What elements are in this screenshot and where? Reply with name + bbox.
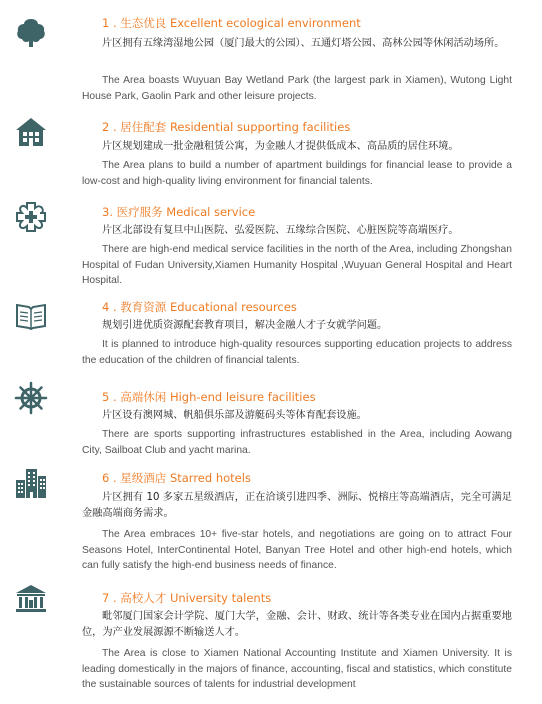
section-text-zh: 片区设有澳网城、帆船俱乐部及游艇码头等体育配套设施。: [102, 410, 367, 421]
section-text-en: It is planned to introduce high-quality resources supporting education projects to address the education of the children of financial talents.: [82, 339, 512, 366]
section-title: 6 . 星级酒店 Starred hotels: [102, 471, 251, 485]
section-text-en: There are sports supporting infrastructures established in the Area, including Aowang City, Sailboat Club and yacht marina.: [82, 429, 512, 456]
section-title: 5 . 高端休闲 High-end leisure facilities: [102, 390, 316, 404]
section-title: 2 . 居住配套 Residential supporting facilities: [102, 120, 351, 134]
section-text-zh: 片区拥有 10 多家五星级酒店，正在洽谈引进四季、洲际、悦榕庄等高端酒店，完全可满足金融高端商务需求。: [82, 492, 512, 519]
section-text-zh: 片区规划建成一批金融租赁公寓，为金融人才提供低成本、高品质的居住环境。: [102, 141, 459, 152]
section-text-en: There are high-end medical service facilities in the north of the Area, including Zhongshan Hospital of Fudan University,Xiamen Humanity Hospital ,Wuyuan General Hospital and Heart Hospital.: [82, 244, 512, 286]
ship-wheel-icon: [14, 381, 48, 415]
section-text-zh: 片区北部设有复旦中山医院、弘爱医院、五缘综合医院、心脏医院等高端医疗。: [102, 225, 459, 236]
section-title: 7 . 高校人才 University talents: [102, 591, 272, 605]
section-text-zh: 规划引进优质资源配套教育项目，解决金融人才子女就学问题。: [102, 320, 388, 331]
section-title: 1 . 生态优良 Excellent ecological environment: [102, 16, 361, 30]
city-buildings-icon: [14, 466, 48, 500]
house-icon: [14, 115, 48, 149]
section-text-en: The Area plans to build a number of apartment buildings for financial lease to provide a low-cost and high-quality living environment for financial talents.: [82, 160, 512, 187]
section-text-en: The Area is close to Xiamen National Accounting Institute and Xiamen University. It is leading domestically in the majors of finance, accounting, fiscal and statistics, which constitute the sustainable sources of talents for industrial development: [82, 648, 512, 690]
section-title: 3. 医疗服务 Medical service: [102, 205, 256, 219]
section-text-zh: 片区拥有五缘湾湿地公园（厦门最大的公园）、五通灯塔公园、高林公园等休闲活动场所。: [102, 38, 505, 49]
section-text-en: The Area boasts Wuyuan Bay Wetland Park (the largest park in Xiamen), Wutong Light House Park, Gaolin Park and other leisure projects.: [82, 75, 512, 102]
section-title: 4 . 教育资源 Educational resources: [102, 300, 297, 314]
university-building-icon: [14, 581, 48, 615]
open-book-icon: [14, 298, 48, 332]
section-text-en: The Area embraces 10+ five-star hotels, and negotiations are going on to attract Four Seasons Hotel, InterContinental Hotel, Banyan Tree Hotel and other high-end hotels, which can fully satisfy the high-end business needs of finance.: [82, 529, 512, 571]
tree-icon: [14, 16, 48, 50]
section-text-zh: 毗邻厦门国家会计学院、厦门大学，金融、会计、财政、统计等各类专业在国内占据重要地位，为产业发展源源不断输送人才。: [82, 611, 512, 638]
medical-cross-icon: [14, 200, 48, 234]
